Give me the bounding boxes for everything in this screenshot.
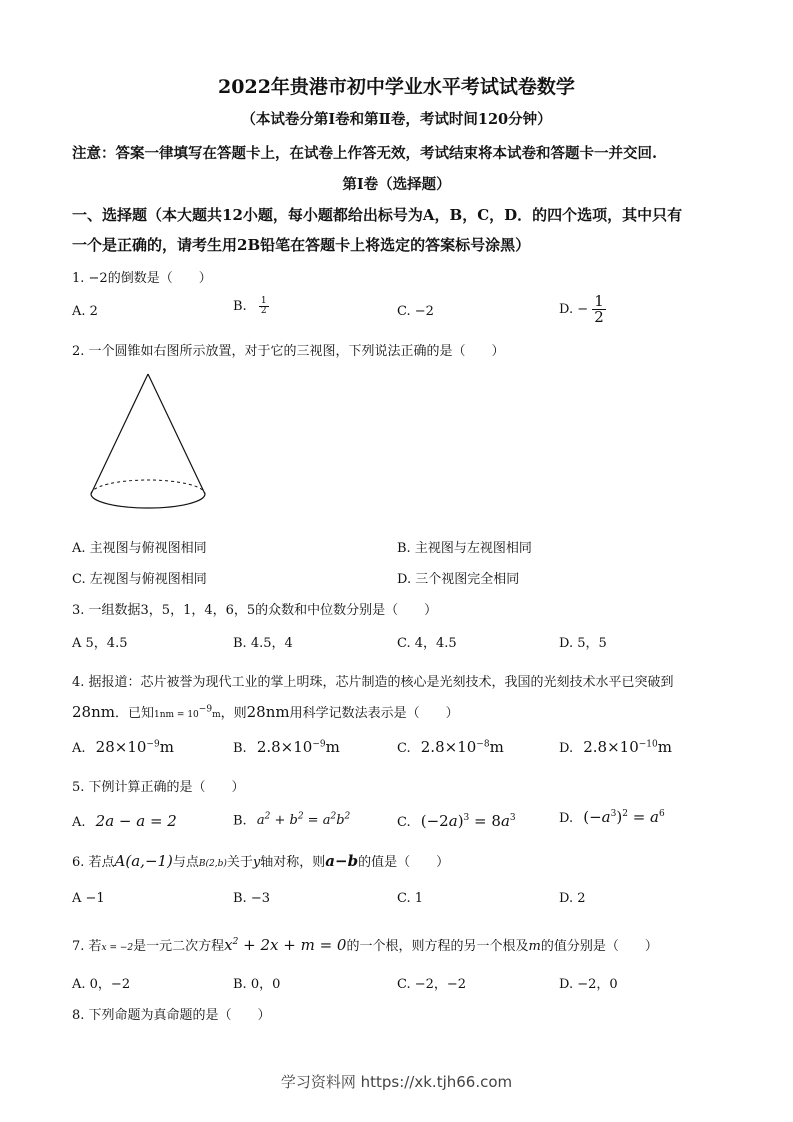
question-7-stem: 7. 若x = −2是一元二次方程$x^2 + 2x + m = 0$的一个根，则方程的另一个根及m的值分别是（ ） bbox=[72, 936, 658, 954]
question-6-option-b: B. −3 bbox=[233, 891, 270, 906]
page-title: 2022年贵港市初中学业水平考试试卷数学 bbox=[218, 76, 575, 98]
question-1-option-b: B. $\frac{1}{2}$ bbox=[233, 296, 267, 316]
exam-subtitle: （本试卷分第Ⅰ卷和第Ⅱ卷，考试时间120分钟） bbox=[241, 111, 552, 128]
cone-figure bbox=[86, 368, 212, 520]
question-8-stem: 8. 下列命题为真命题的是（ ） bbox=[72, 1008, 271, 1023]
question-1-stem: 1. −2的倒数是（ ） bbox=[72, 271, 212, 286]
question-4-option-d: D. $2.8\times 10^{-10}m$ bbox=[559, 738, 672, 756]
question-4-line2: 28nm．已知$1nm = 10^{-9}m$，则28nm用科学记数法表示是（ ） bbox=[72, 703, 459, 721]
question-5-option-d: D. $(-a^3)^2 = a^6$ bbox=[559, 808, 665, 826]
exam-notice: 注意：答案一律填写在答题卡上，在试卷上作答无效，考试结束将本试卷和答题卡一并交回. bbox=[72, 145, 658, 162]
question-1-option-d: D. − $\frac{1}{2}$ bbox=[559, 292, 604, 326]
question-5-option-b: B. $a^2 + b^2 = a^2b^2$ bbox=[233, 812, 351, 829]
question-7-option-d: D. −2，0 bbox=[559, 977, 618, 992]
question-3-option-a: A 5，4.5 bbox=[72, 636, 128, 651]
question-4-option-a: A. $28\times 10^{-9}m$ bbox=[72, 738, 174, 756]
footer-watermark: 学习资料网 https://xk.tjh66.com bbox=[280, 1073, 513, 1091]
section-instructions-line1: 一、选择题（本大题共12小题，每小题都给出标号为A，B，C，D．的四个选项，其中只有 bbox=[72, 206, 683, 224]
question-6-option-d: D. 2 bbox=[559, 891, 586, 906]
question-2-option-a: A. 主视图与俯视图相同 bbox=[72, 541, 207, 556]
question-2-option-c: C. 左视图与俯视图相同 bbox=[72, 572, 207, 587]
question-4-option-b: B. $2.8\times 10^{-9}m$ bbox=[233, 738, 340, 756]
question-1-option-a: A. 2 bbox=[72, 304, 98, 319]
question-6-option-a: A −1 bbox=[72, 891, 105, 906]
question-3-option-b: B. 4.5，4 bbox=[233, 636, 293, 651]
question-1-option-c: C. −2 bbox=[397, 304, 434, 319]
part-heading: 第Ⅰ卷（选择题） bbox=[342, 176, 451, 193]
question-5-option-c: C. $(-2a)^3 = 8a^3$ bbox=[397, 812, 516, 830]
question-7-option-c: C. −2，−2 bbox=[397, 977, 467, 992]
question-2-stem: 2. 一个圆锥如右图所示放置，对于它的三视图，下列说法正确的是（ ） bbox=[72, 344, 505, 359]
question-7-option-b: B. 0，0 bbox=[233, 977, 281, 992]
question-4-line1: 4. 据报道：芯片被誉为现代工业的掌上明珠，芯片制造的核心是光刻技术，我国的光刻技术水平已突破到 bbox=[72, 675, 674, 690]
question-6-option-c: C. 1 bbox=[397, 891, 424, 906]
question-5-stem: 5. 下例计算正确的是（ ） bbox=[72, 780, 245, 795]
question-3-option-d: D. 5，5 bbox=[559, 636, 607, 651]
question-2-option-b: B. 主视图与左视图相同 bbox=[397, 541, 532, 556]
section-instructions-line2: 一个是正确的，请考生用2B铅笔在答题卡上将选定的答案标号涂黑） bbox=[72, 236, 531, 254]
question-3-option-c: C. 4，4.5 bbox=[397, 636, 457, 651]
question-3-stem: 3. 一组数据3，5，1，4，6，5的众数和中位数分别是（ ） bbox=[72, 603, 438, 618]
question-6-stem: 6. 若点A(a,−1)与点B(2,b)关于y轴对称，则a−b的值是（ ） bbox=[72, 852, 450, 870]
question-7-option-a: A. 0，−2 bbox=[72, 977, 131, 992]
question-2-option-d: D. 三个视图完全相同 bbox=[397, 572, 520, 587]
question-5-option-a: A. 2a − a = 2 bbox=[72, 812, 177, 830]
question-4-option-c: C. $2.8\times 10^{-8}m$ bbox=[397, 738, 504, 756]
